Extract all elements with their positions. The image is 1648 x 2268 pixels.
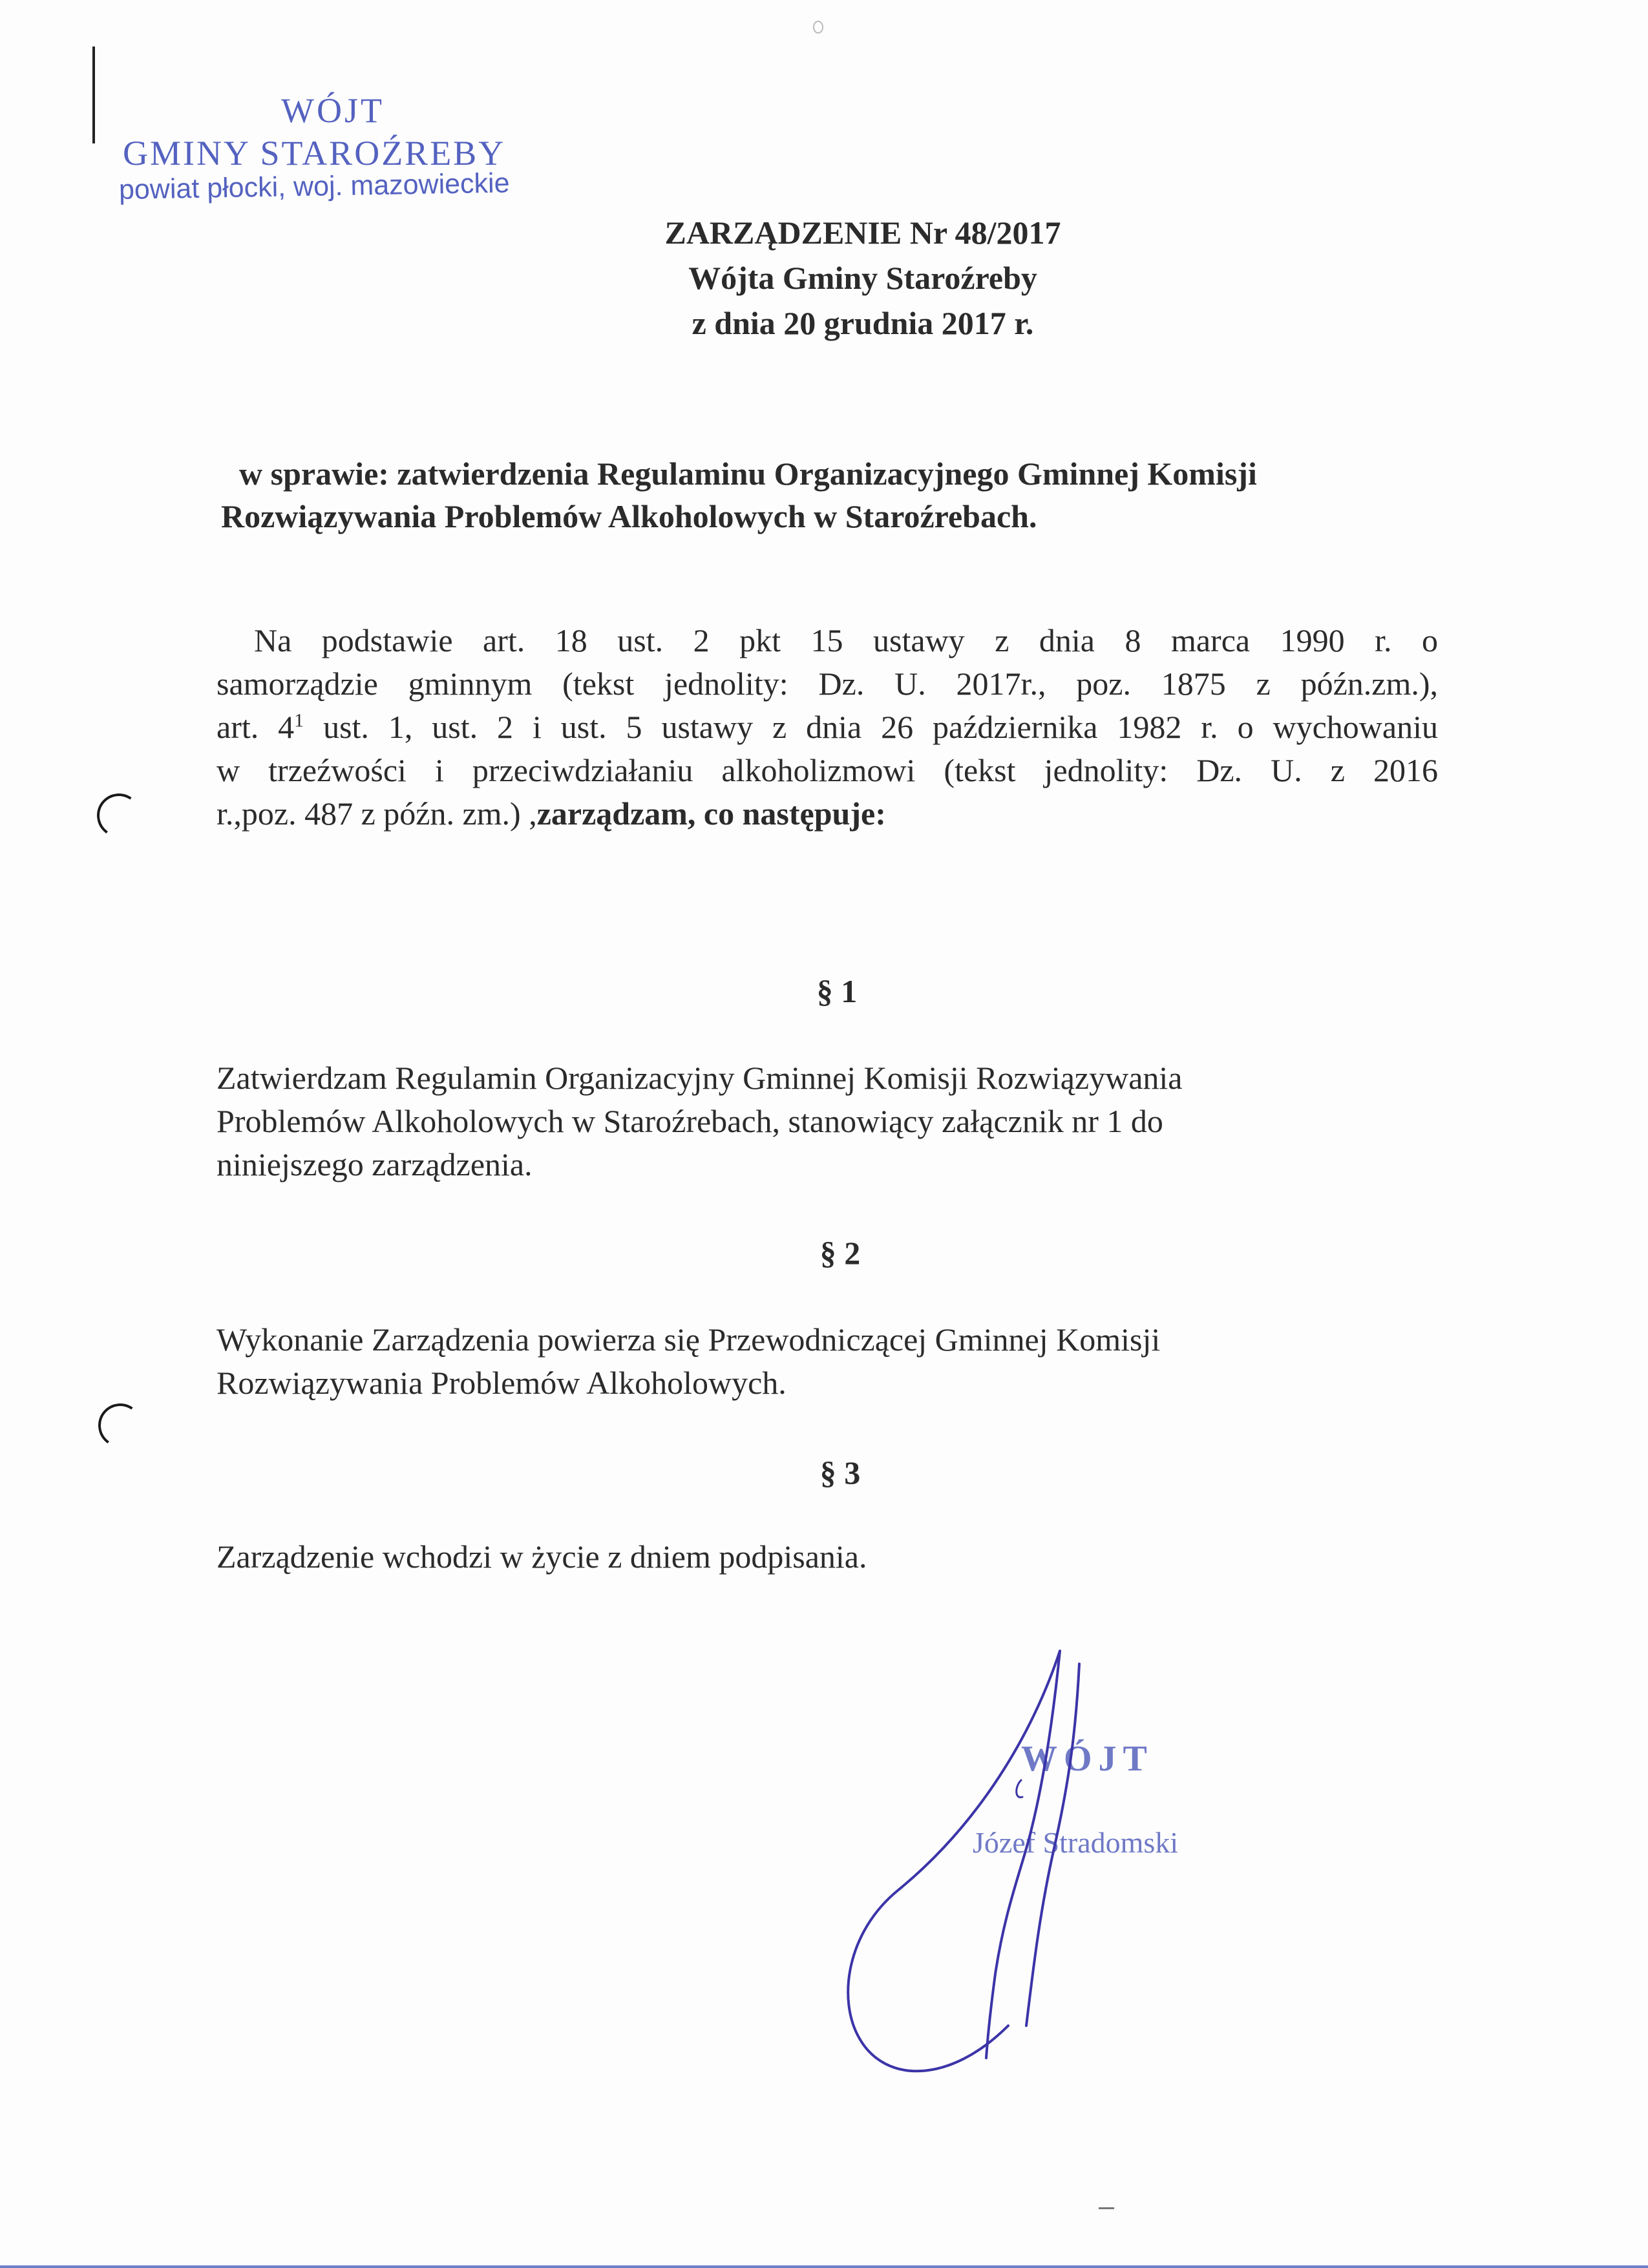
- paragraph-text: Na podstawie art. 18 ust. 2 pkt 15 ustawy z dnia 8 marca 1990 r. o: [254, 622, 1438, 658]
- scan-dot: [813, 21, 823, 34]
- legal-basis-paragraph: [217, 619, 1438, 835]
- page-bottom-edge: [0, 2265, 1648, 2268]
- enacting-clause: zarządzam, co następuje:: [536, 795, 886, 832]
- subject-line: w sprawie: zatwierdzenia Regulaminu Organizacyjnego Gminnej Komisji: [239, 456, 1257, 492]
- punch-hole-icon: [94, 790, 145, 841]
- paragraph-text: r.,poz. 487 z późn. zm.) ,: [217, 795, 537, 832]
- document-date: z dnia 20 grudnia 2017 r.: [692, 305, 1034, 341]
- section-text: [217, 1318, 1438, 1405]
- punch-hole-icon: [95, 1400, 146, 1451]
- document-header: [595, 210, 1131, 346]
- signature-stamp-name: Józef Stradomski: [973, 1826, 1179, 1859]
- section-mark: § 2: [819, 1235, 861, 1271]
- section-mark: § 1: [816, 973, 858, 1009]
- section-line: Zarządzenie wchodzi w życie z dniem podpisania.: [217, 1538, 867, 1575]
- document-subject: [221, 452, 1435, 538]
- paragraph-line: [217, 749, 1438, 792]
- paragraph-line: [217, 706, 1438, 749]
- signature-stamp-title: WÓJT: [1021, 1739, 1154, 1779]
- section-line: Problemów Alkoholowych w Staroźrebach, stanowiący załącznik nr 1 do: [217, 1103, 1163, 1139]
- section-mark: § 3: [819, 1454, 861, 1491]
- paragraph-text: art. 4: [217, 709, 295, 745]
- section-text: [217, 1535, 1438, 1579]
- scan-mark: [1099, 2207, 1114, 2209]
- section-text: [217, 1056, 1438, 1186]
- superscript: 1: [294, 709, 304, 731]
- stamp-region: powiat płocki, woj. mazowieckie: [118, 167, 510, 205]
- office-stamp: [110, 90, 575, 206]
- stamp-title: WÓJT: [281, 91, 385, 130]
- handwritten-signature: [821, 1638, 1273, 2129]
- section-line: Wykonanie Zarządzenia powierza się Przewodniczącej Gminnej Komisji: [217, 1321, 1161, 1358]
- stamp-municipality: GMINY STAROŹREBY: [123, 134, 506, 173]
- paragraph-line: [217, 619, 1438, 662]
- section-line: niniejszego zarządzenia.: [217, 1146, 533, 1182]
- paragraph-line: [217, 662, 1438, 706]
- subject-line: Rozwiązywania Problemów Alkoholowych w Staroźrebach.: [221, 498, 1037, 534]
- paragraph-text: w trzeźwości i przeciwdziałaniu alkoholizmowi (tekst jednolity: Dz. U. z 2016: [217, 752, 1438, 788]
- paragraph-text: ust. 1, ust. 2 i ust. 5 ustawy z dnia 26 października 1982 r. o wychowaniu: [304, 709, 1438, 745]
- document-issuer: Wójta Gminy Staroźreby: [688, 260, 1037, 296]
- paragraph-line: [217, 792, 1438, 835]
- paragraph-text: samorządzie gminnym (tekst jednolity: Dz. U. 2017r., poz. 1875 z późn.zm.),: [217, 666, 1438, 702]
- section-line: Zatwierdzam Regulamin Organizacyjny Gminnej Komisji Rozwiązywania: [217, 1060, 1183, 1096]
- document-title: ZARZĄDZENIE Nr 48/2017: [664, 215, 1061, 251]
- section-line: Rozwiązywania Problemów Alkoholowych.: [217, 1365, 787, 1401]
